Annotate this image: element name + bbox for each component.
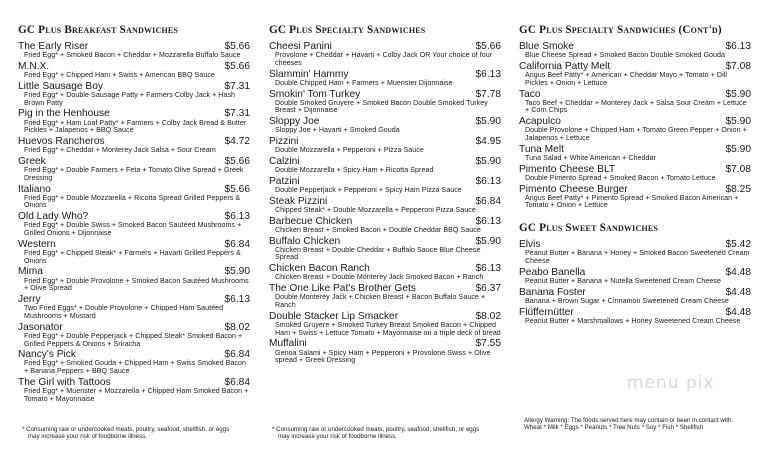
menu-item-name: Taco: [519, 88, 541, 100]
menu-item-price: $8.25: [725, 183, 751, 195]
breakfast-list: [18, 41, 250, 403]
menu-item-description: Chicken Breast + Double Monterey Jack Smoked Bacon + Ranch: [275, 273, 484, 282]
menu-item-description: Double Provolone + Chipped Ham + Tomato Green Pepper + Onion + Jalapenos + Lettuce: [525, 126, 747, 143]
menu-item: [269, 69, 501, 88]
menu-item: [269, 311, 501, 338]
menu-item-price: $6.84: [224, 349, 250, 361]
menu-item-name: Double Stacker Lip Smacker: [269, 310, 399, 322]
menu-item: [18, 211, 250, 238]
menu-item-price: $5.90: [725, 88, 751, 100]
menu-item-name: California Patty Melt: [519, 60, 611, 72]
menu-item-name: Calzini: [269, 155, 300, 167]
menu-item: [519, 41, 751, 60]
specialty-contd-list: [519, 41, 751, 210]
menu-item-name: Pig in the Henhouse: [18, 108, 110, 120]
menu-item-price: $6.13: [475, 68, 501, 80]
menu-item: [18, 81, 250, 108]
menu-item: [18, 322, 250, 349]
specialty-column: [269, 0, 501, 466]
menu-item-price: $4.48: [725, 286, 751, 298]
menu-item-name: Tuna Melt: [519, 143, 564, 155]
menu-item: [519, 267, 751, 286]
menu-item-price: $6.84: [224, 376, 250, 388]
menupix-watermark: menu pix: [627, 373, 715, 393]
menu-item-description: Angus Beef Patty* + Pimento Spread + Smoked Bacon American + Tomato + Onion + Lettuce: [525, 193, 739, 210]
menu-item-description: Chipped Steak* + Double Mozzarella + Pepperoni Pizza Sauce: [275, 205, 476, 214]
menu-item-name: Steak Pizzini: [269, 195, 328, 207]
menu-item-description: Fried Egg* + Double Swiss + Smoked Bacon Sautéed Mushrooms + Grilled Onions + Dijonnaise: [24, 221, 242, 238]
menu-item-price: $5.90: [475, 116, 501, 128]
menu-item-name: The Girl with Tattoos: [18, 376, 111, 388]
menu-item: [519, 61, 751, 88]
menu-item-description: Peanut Butter + Marshmallows + Honey Sweetened Cream Cheese: [525, 316, 741, 325]
menu-item-price: $7.55: [475, 338, 501, 350]
menu-item-name: Banana Foster: [519, 286, 586, 298]
menu-item-price: $7.08: [725, 163, 751, 175]
menu-item-price: $6.13: [725, 41, 751, 52]
menu-item: [519, 164, 751, 183]
menu-item-price: $6.13: [224, 211, 250, 223]
menu-item-description: Fried Egg* + Double Mozzarella + Ricotta Spread Grilled Peppers & Onions: [24, 193, 241, 210]
menu-item-name: Peabo Banella: [519, 266, 586, 278]
menu-item-name: Jasonator: [18, 321, 63, 333]
menu-item-header: [269, 338, 501, 349]
menu-item-name: Pimento Cheese Burger: [519, 183, 628, 195]
menu-item-description: Smoked Gruyere + Smoked Turkey Breast Smoked Bacon + Chipped Ham + Swiss + Lettuce Tomato + Mayonnaise on a triple deck of bread: [275, 320, 501, 337]
menu-item-description: Fried Egg* + Double Pepperjack + Chipped Steak* Smoked Bacon + Grilled Peppers & Onions + Sriracha: [24, 331, 243, 348]
menu-item-price: $5.90: [725, 116, 751, 128]
menu-item-name: Elvis: [519, 239, 541, 251]
menu-item-description: Peanut Butter + Banana + Nutella Sweetened Cream Cheese: [525, 276, 721, 285]
menu-item-price: $6.13: [475, 263, 501, 275]
specialty-contd-title: GC Plus Specialty Sandwiches (Cont'd): [519, 24, 722, 36]
foodborne-note-1: * Consuming raw or undercooked meats, poultry, seafood, shellfish, or eggs may increase your risk of foodborne illness.: [22, 426, 230, 440]
menu-item-name: Nancy's Pick: [18, 349, 76, 361]
menu-item: [18, 294, 250, 321]
menu-item-price: $7.08: [725, 60, 751, 72]
menu-item: [18, 377, 250, 404]
menu-item-name: Chicken Bacon Ranch: [269, 263, 370, 275]
menu-item: [269, 283, 501, 310]
menu-item-name: Greek: [18, 155, 46, 167]
menu-item-header: [18, 108, 250, 119]
menu-item: [269, 156, 501, 175]
menu-item-price: $7.31: [224, 80, 250, 92]
menu-item-name: Pimento Cheese BLT: [519, 163, 616, 175]
menu-item-description: Fried Egg* + Double Sausage Patty + Farmers Colby Jack + Hash Brown Patty: [24, 91, 236, 107]
menu-item-description: Tuna Salad + White American + Cheddar: [525, 153, 656, 162]
menu-item: [519, 184, 751, 211]
menu-item-price: $4.95: [475, 136, 501, 148]
menu-item-name: Sloppy Joe: [269, 116, 320, 128]
menu-item-description: Double Pimento Spread + Smoked Bacon + Tomato Lettuce: [525, 173, 716, 182]
menu-item-description: Chicken Breast + Smoked Bacon + Double Cheddar BBQ Sauce: [275, 225, 481, 234]
menu-item-price: $6.13: [224, 293, 250, 305]
breakfast-title: GC Plus Breakfast Sandwiches: [18, 24, 179, 36]
menu-item-name: Mima: [18, 266, 43, 278]
menu-item-price: $6.37: [475, 283, 501, 295]
menu-item: [18, 41, 250, 60]
menu-item-name: Slammin' Hammy: [269, 68, 349, 80]
menu-item-price: $6.84: [224, 238, 250, 250]
menu-item-description: Double Pepperjack + Pepperoni + Spicy Ham Pizza Sauce: [275, 186, 462, 195]
menu-item-name: Flüffernütter: [519, 306, 574, 318]
menu-item-price: $5.90: [475, 235, 501, 247]
menu-item-description: Sloppy Joe + Havarti + Smoked Gouda: [275, 126, 400, 135]
menu-item-price: $7.31: [224, 108, 250, 120]
menu-item-name: Pizzini: [269, 136, 299, 148]
menu-item: [18, 156, 250, 183]
allergy-warning: Allergy Warning: The foods served here may contain or been in contact with: Wheat * Milk * Eggs * Peanuts * Tree Nuts * Soy * Fish * Shellfish: [524, 417, 734, 431]
menu-item-description: Angus Beef Patty* + American + Cheddar Mayo + Tomato + Dill Pickles + Onion + Lettuce: [525, 71, 727, 87]
menu-item-price: $5.66: [224, 155, 250, 167]
menu-item-name: Western: [18, 238, 56, 250]
menu-item-name: Acapulco: [519, 116, 561, 128]
menu-item-name: Blue Smoke: [519, 41, 574, 52]
menu-item-name: Old Lady Who?: [18, 211, 89, 223]
menu-item: [18, 349, 250, 376]
menu-item-description: Fried Egg* + Double Farmers + Feta + Tomato Olive Spread + Greek Dressing: [24, 166, 244, 182]
menu-item-description: Fried Egg* + Smoked Bacon + Cheddar + Mozzarella Buffalo Sauce: [24, 51, 241, 60]
menu-item-name: Smokin' Tom Turkey: [269, 88, 361, 100]
menu-item-price: $5.66: [475, 41, 501, 52]
foodborne-note-2: * Consuming raw or undercooked meats, poultry, seafood, shellfish, or eggs may increase your risk of foodborne illness.: [272, 426, 480, 440]
menu-item-description: Double Mozzarella + Spicy Ham + Ricotta Spread: [275, 166, 434, 175]
menu-item-description: Fried Egg* + Double Provolone + Smoked Bacon Sautéed Mushrooms + Olive Spread: [24, 276, 249, 293]
menu-item: [269, 263, 501, 282]
menu-item-description: Chicken Breast + Double Cheddar + Buffalo Sauce Blue Cheese Spread: [275, 245, 481, 262]
menu-item-description: Double Monterey Jack + Chicken Breast + Bacon Buffalo Sauce + Ranch: [275, 293, 486, 309]
menu-item-price: $6.84: [475, 195, 501, 207]
menu-item-name: Jerry: [18, 293, 41, 305]
menu-item: [269, 136, 501, 155]
menu-item-price: $5.66: [224, 60, 250, 72]
menu-item-name: Italiano: [18, 183, 51, 195]
menu-item-description: Double Chipped Ham + Farmers + Muenster Dijonnaise: [275, 78, 453, 87]
menu-item-name: Cheesi Panini: [269, 41, 332, 52]
menu-item-name: Barbecue Chicken: [269, 215, 353, 227]
menu-item-name: Muffalini: [269, 338, 307, 350]
menu-item: [269, 89, 501, 116]
menu-item: [18, 184, 250, 211]
menu-item: [519, 116, 751, 143]
menu-item-price: $8.02: [224, 321, 250, 333]
menu-item-description: Two Fried Eggs* + Double Provolone + Chipped Ham Sautéed Mushrooms + Mustard: [24, 304, 224, 320]
menu-item-description: Double Mozzarella + Pepperoni + Pizza Sauce: [275, 146, 424, 155]
sweet-title: GC Plus Sweet Sandwiches: [519, 222, 659, 235]
menu-item: [519, 144, 751, 163]
menu-item-description: Banana + Brown Sugar + Cinnamon Sweetened Cream Cheese: [525, 296, 729, 305]
menu-item-price: $5.90: [224, 266, 250, 278]
menu-item: [519, 89, 751, 116]
menu-item-description: Fried Egg* + Smoked Gouda + Chipped Ham + Swiss Smoked Bacon + Banana Peppers + BBQ Sauce: [24, 359, 247, 376]
menu-item: [269, 236, 501, 263]
menu-item-name: Huevos Rancheros: [18, 136, 105, 148]
menu-item-price: $5.90: [475, 155, 501, 167]
specialty-contd-column: [519, 0, 751, 466]
menu-item-header: [18, 266, 250, 277]
menu-item-name: Little Sausage Boy: [18, 80, 103, 92]
menu-item-price: $4.48: [725, 266, 751, 278]
menu-item-price: $6.13: [475, 215, 501, 227]
menu-item-price: $5.66: [224, 183, 250, 195]
menu-item-name: M.N.X.: [18, 60, 50, 72]
menu-item-description: Provolone + Cheddar + Havarti + Colby Jack OR Your choice of four cheeses: [275, 51, 493, 67]
menu-item-description: Fried Egg* + Ham Loaf Patty* + Farmers + Colby Jack Bread & Butter Pickles + Jalapenos + BBQ Sauce: [24, 118, 247, 135]
menu-item: [269, 116, 501, 135]
menu-item: [519, 239, 751, 266]
menu-item: [269, 196, 501, 215]
specialty-title: GC Plus Specialty Sandwiches: [269, 24, 426, 36]
menu-item: [18, 136, 250, 155]
menu-item-price: $7.78: [475, 88, 501, 100]
menu-item-description: Blue Cheese Spread + Smoked Bacon Double Smoked Gouda: [525, 51, 726, 60]
menu-item: [269, 41, 501, 68]
menu-item: [18, 266, 250, 293]
menu-item: [18, 108, 250, 135]
menu-item-price: $5.66: [224, 41, 250, 52]
menu-item-description: Double Smoked Gruyere + Smoked Bacon Double Smoked Turkey Breast + Dijonnaise: [275, 98, 488, 115]
menu-item: [269, 176, 501, 195]
menu-item-description: Fried Egg* + Chipped Ham + Swiss + American BBQ Sauce: [24, 71, 215, 80]
menu-item-price: $4.48: [725, 306, 751, 318]
menu-item-description: Fried Egg* + Cheddar + Monterey Jack Salsa + Sour Cream: [24, 146, 216, 155]
sweet-list: [519, 239, 751, 325]
menu-item-description: Peanut Butter + Banana + Honey + Smoked Bacon Sweetened Cream Cheese: [525, 249, 750, 266]
menu-item: [519, 307, 751, 326]
menu-item: [269, 338, 501, 365]
menu-item: [519, 287, 751, 306]
menu-item-price: $4.72: [224, 136, 250, 148]
menu-item: [269, 216, 501, 235]
specialty-list: [269, 41, 501, 365]
menu-item-price: $5.90: [725, 143, 751, 155]
menu-item-description: Fried Egg* + Chipped Steak* + Farmers + Havarti Grilled Peppers & Onions: [24, 248, 241, 265]
menu-item-price: $6.13: [475, 175, 501, 187]
breakfast-column: [18, 0, 250, 466]
menu-item-name: Patzini: [269, 175, 300, 187]
menu-item-price: $8.02: [475, 310, 501, 322]
menu-item: [18, 61, 250, 80]
menu-item-description: Taco Beef + Cheddar + Monterey Jack + Salsa Sour Cream + Lettuce + Corn Chips: [525, 98, 747, 115]
menu-item-description: Fried Egg* + Muenster + Mozzarella + Chipped Ham Smoked Bacon + Tomato + Mayonnaise: [24, 387, 249, 403]
menu-item-price: $5.42: [725, 239, 751, 251]
menu-item: [18, 239, 250, 266]
menu-item-description: Genoa Salami + Spicy Ham + Pepperoni + Provolone Swiss + Olive spread + Greek Dressing: [275, 348, 491, 365]
menu-item-name: The One Like Pat's Brother Gets: [269, 283, 416, 295]
menu-item-name: Buffalo Chicken: [269, 235, 341, 247]
menu-item-name: The Early Riser: [18, 41, 89, 52]
